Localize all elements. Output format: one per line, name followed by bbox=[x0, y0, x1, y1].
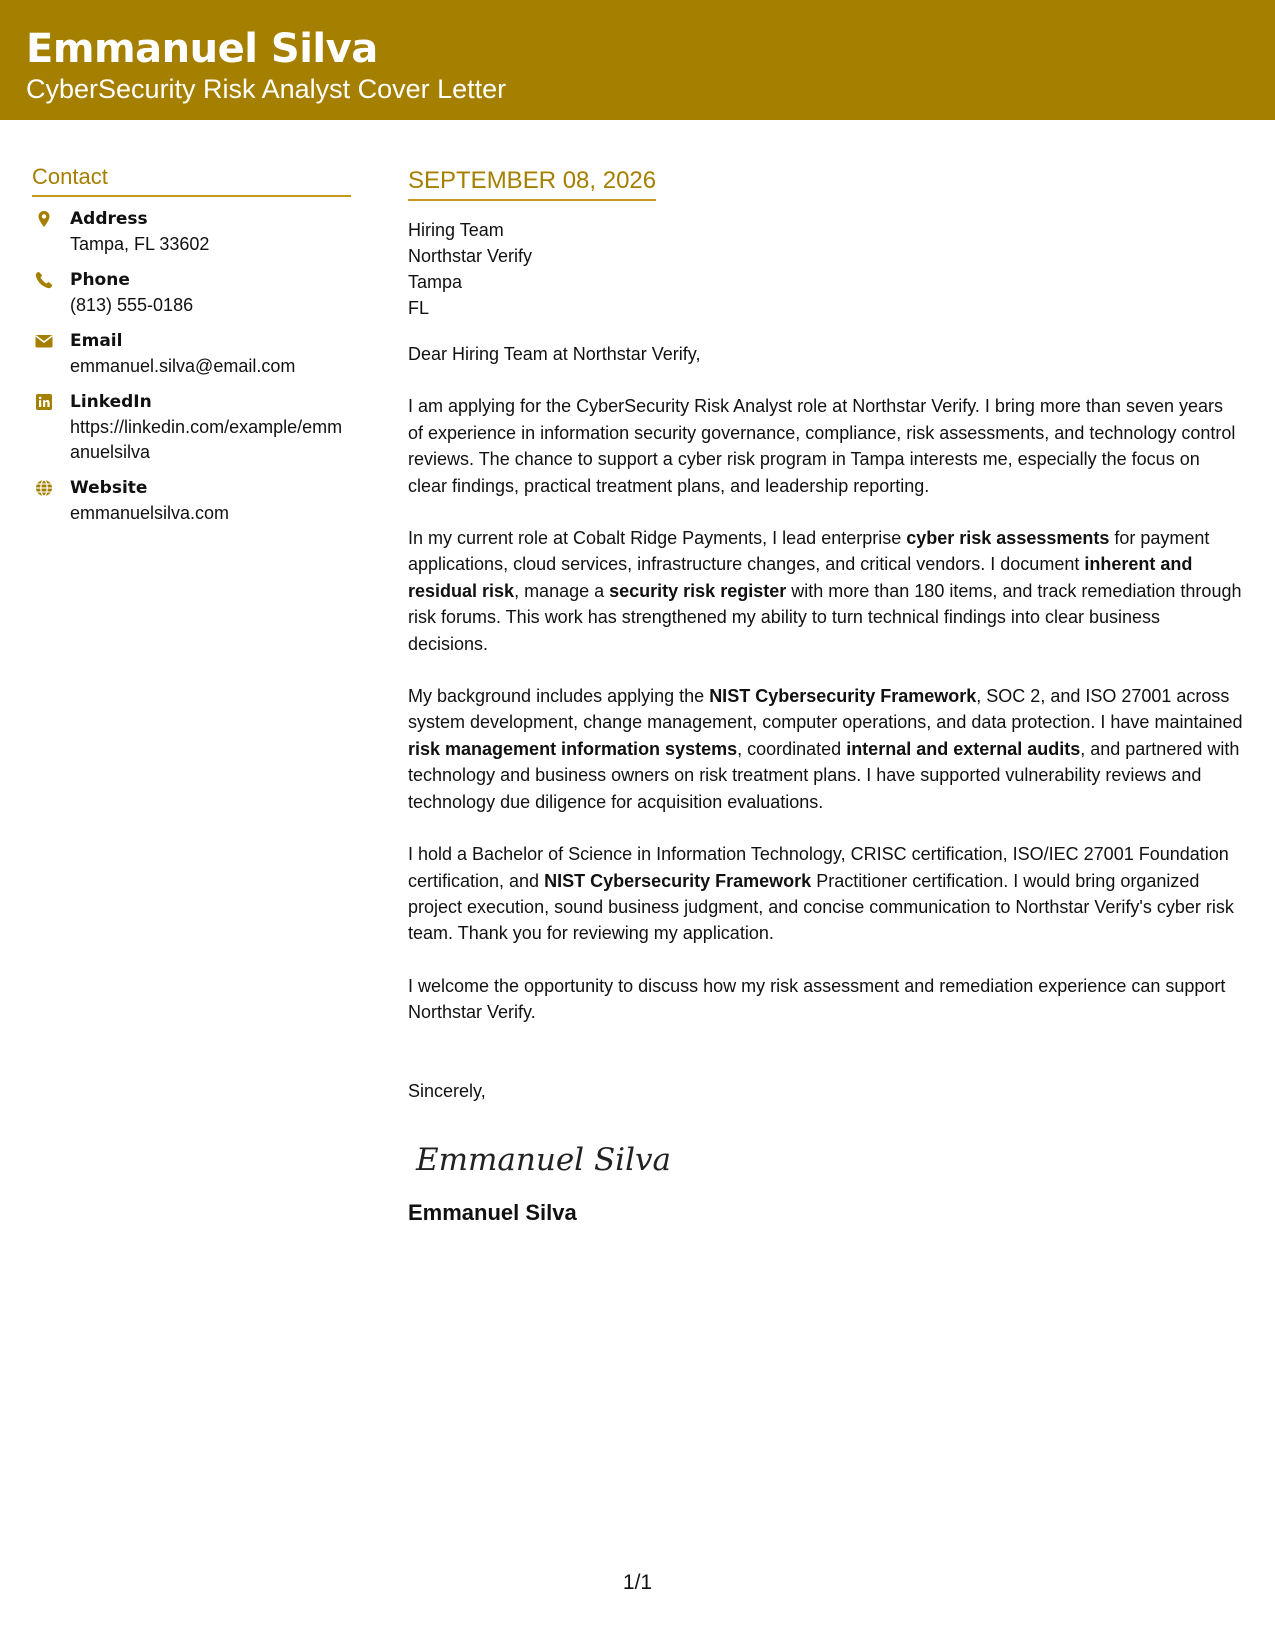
contact-item-address bbox=[32, 207, 351, 257]
body-paragraph bbox=[408, 525, 1243, 657]
paragraph-text: In my current role at Cobalt Ridge Payments, I lead enterprise bbox=[408, 528, 907, 549]
emphasized-text: cyber risk assessments bbox=[906, 528, 1110, 549]
emphasized-text: NIST Cybersecurity Framework bbox=[544, 870, 812, 891]
map-pin-icon bbox=[35, 210, 53, 228]
body-paragraph bbox=[408, 841, 1243, 947]
contact-sidebar bbox=[32, 160, 351, 537]
paragraph-text: , coordinated bbox=[737, 738, 847, 759]
recipient-line: Hiring Team bbox=[408, 220, 504, 240]
page-number: 1/1 bbox=[622, 1571, 653, 1594]
paragraph-text: with more than 180 items, and track remediation through risk forums. This work has strengthened my ability to turn technical findings into clear business decisions. bbox=[408, 580, 1242, 654]
emphasized-text: NIST Cybersecurity Framework bbox=[709, 686, 977, 707]
paragraph-text: , SOC 2, and ISO 27001 across system development, change management, computer operations, and data protection. I have maintained bbox=[408, 686, 1243, 733]
contact-item-phone bbox=[32, 268, 351, 318]
paragraph-text: Practitioner certification. I would bring organized project execution, sound business judgment, and concise communication to Northstar Verify's cyber risk team. Thank you for reviewing my application. bbox=[408, 870, 1234, 944]
contact-list bbox=[32, 207, 351, 526]
recipient-line: FL bbox=[408, 298, 430, 318]
emphasized-text: internal and external audits bbox=[846, 738, 1081, 759]
linkedin-value[interactable]: https://linkedin.com/example/emmanuelsilva bbox=[70, 417, 343, 462]
salutation: Dear Hiring Team at Northstar Verify, bbox=[408, 344, 701, 364]
globe-icon bbox=[35, 479, 53, 497]
contact-label: Address bbox=[70, 209, 148, 229]
paragraph-text: , and partnered with technology and business owners on risk treatment plans. I have supported vulnerability reviews and technology due diligence for acquisition evaluations. bbox=[408, 738, 1240, 812]
recipient-line: Tampa bbox=[408, 272, 463, 292]
document-subtitle: CyberSecurity Risk Analyst Cover Letter bbox=[26, 74, 507, 104]
body-paragraph bbox=[408, 683, 1243, 815]
website-value[interactable]: emmanuelsilva.com bbox=[70, 503, 230, 523]
linkedin-icon bbox=[35, 393, 53, 411]
contact-label: Website bbox=[70, 478, 148, 498]
recipient-block bbox=[408, 217, 1243, 321]
envelope-icon bbox=[35, 332, 53, 350]
body-paragraph bbox=[408, 973, 1243, 1026]
contact-label: Email bbox=[70, 331, 123, 351]
header-banner bbox=[0, 0, 1275, 120]
paragraph-text: I hold a Bachelor of Science in Information Technology, CRISC certification, ISO/IEC 27001 Foundation certification, and bbox=[408, 844, 1229, 891]
contact-label: Phone bbox=[70, 270, 130, 290]
contact-item-linkedin bbox=[32, 390, 351, 465]
address-value: Tampa, FL 33602 bbox=[70, 234, 210, 254]
phone-value: (813) 555-0186 bbox=[70, 295, 194, 315]
paragraph-text: My background includes applying the bbox=[408, 686, 710, 707]
contact-label: LinkedIn bbox=[70, 392, 152, 412]
emphasized-text: security risk register bbox=[609, 580, 787, 601]
signature-text: Emmanuel Silva bbox=[416, 1141, 672, 1178]
paragraph-text: I am applying for the CyberSecurity Risk Analyst role at Northstar Verify. I bring more than seven years of experience in information security governance, compliance, risk assessments, and technology control reviews. The chance to support a cyber risk program in Tampa interests me, especially the focus on clear findings, practical treatment plans, and leadership reporting. bbox=[408, 396, 1236, 496]
contact-item-website bbox=[32, 476, 351, 526]
contact-heading: Contact bbox=[32, 160, 351, 197]
paragraph-text: I welcome the opportunity to discuss how my risk assessment and remediation experience can support Northstar Verify. bbox=[408, 975, 1226, 1023]
email-value[interactable]: emmanuel.silva@email.com bbox=[70, 356, 296, 376]
body-paragraph bbox=[408, 393, 1243, 499]
letter-date: SEPTEMBER 08, 2026 bbox=[408, 164, 656, 201]
recipient-line: Northstar Verify bbox=[408, 246, 533, 266]
signer-name: Emmanuel Silva bbox=[408, 1199, 577, 1225]
emphasized-text: risk management information systems bbox=[408, 738, 738, 759]
letter-body bbox=[408, 164, 1243, 1228]
closing: Sincerely, bbox=[408, 1080, 486, 1101]
contact-item-email bbox=[32, 329, 351, 379]
emphasized-text: inherent and residual risk bbox=[408, 554, 1193, 601]
paragraph-text: for payment applications, cloud services, infrastructure changes, and critical vendors. I document bbox=[408, 528, 1210, 575]
paragraph-text: , manage a bbox=[514, 580, 610, 601]
signature-image bbox=[414, 1134, 1243, 1184]
phone-icon bbox=[35, 271, 53, 289]
applicant-name: Emmanuel Silva bbox=[26, 26, 378, 72]
